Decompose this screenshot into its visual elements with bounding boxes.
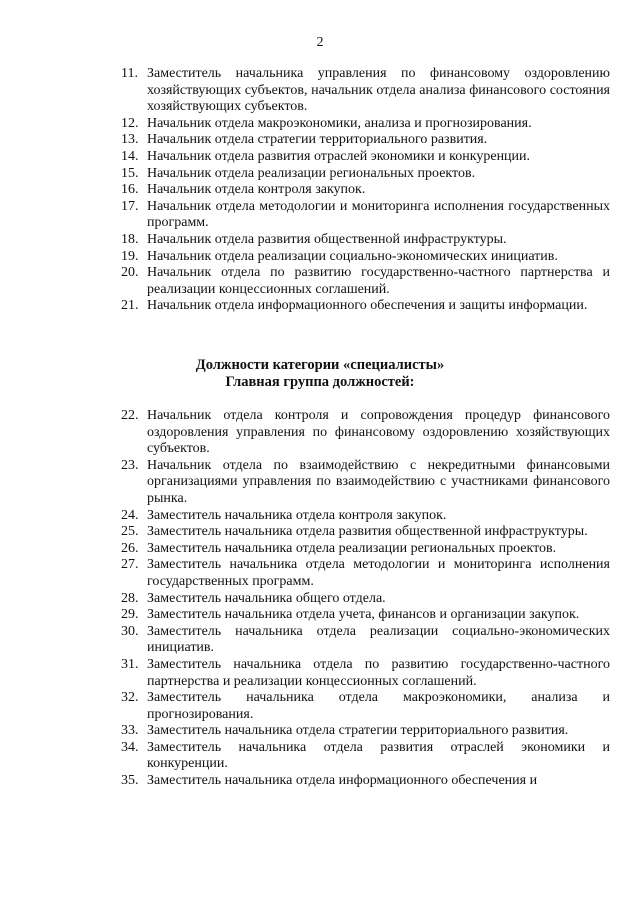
list-item: [121, 624, 610, 657]
list-item: [121, 199, 610, 232]
list-item-text: Начальник отдела методологии и мониторинга исполнения государственных программ.: [147, 198, 610, 231]
list-item-text: Заместитель начальника отдела стратегии территориального развития.: [147, 723, 569, 739]
list-item: [121, 408, 610, 458]
list-item: [121, 607, 610, 624]
list-item-number: 23.: [121, 457, 139, 473]
list-item-text: Заместитель начальника отдела учета, финансов и организации закупок.: [147, 607, 580, 623]
list-item-number: 14.: [121, 148, 139, 164]
list-item: [121, 182, 610, 199]
list-item-number: 11.: [121, 66, 138, 81]
list-item-text: Заместитель начальника общего отдела.: [147, 590, 386, 606]
list-item: [121, 132, 610, 149]
list-item-text: Заместитель начальника отдела развития отраслей экономики и конкуренции.: [147, 739, 610, 772]
list-item-text: Начальник отдела развития отраслей экономики и конкуренции.: [147, 148, 531, 164]
list-item-text: Начальник отдела развития общественной инфраструктуры.: [147, 231, 507, 247]
position-list-specialists: [121, 408, 610, 790]
list-item-number: 17.: [121, 198, 139, 214]
list-item-text: Начальник отдела реализации региональных проектов.: [147, 165, 476, 181]
list-item: [121, 657, 610, 690]
list-item-number: 16.: [121, 182, 139, 198]
list-item-text: Заместитель начальника отдела макроэкономики, анализа и прогнозирования.: [147, 690, 610, 722]
list-item-number: 24.: [121, 507, 139, 523]
list-item-text: Заместитель начальника отдела развития общественной инфраструктуры.: [147, 524, 588, 540]
list-item-number: 19.: [121, 248, 139, 264]
list-item: [121, 116, 610, 133]
list-item-number: 34.: [121, 739, 139, 755]
list-item-number: 25.: [121, 524, 139, 540]
list-item-number: 30.: [121, 623, 139, 639]
section-heading-line-2: Главная группа должностей:: [225, 374, 415, 390]
list-item-number: 32.: [121, 690, 139, 706]
list-item: [121, 66, 610, 116]
list-item: [121, 298, 610, 315]
list-item: [121, 166, 610, 183]
list-item-text: Начальник отдела стратегии территориального развития.: [147, 132, 488, 148]
list-item: [121, 690, 610, 723]
list-item-text: Начальник отдела по развитию государственно-частного партнерства и реализации концессионных соглашений.: [147, 265, 610, 297]
list-item-text: Начальник отдела информационного обеспечения и защиты информации.: [147, 298, 588, 314]
list-item-text: Заместитель начальника отдела контроля закупок.: [147, 507, 447, 523]
list-item: [121, 149, 610, 166]
list-item: [121, 740, 610, 773]
list-item: [121, 249, 610, 266]
list-item-number: 29.: [121, 607, 139, 623]
list-item-text: Заместитель начальника отдела реализации социально-экономических инициатив.: [147, 623, 610, 656]
list-item-text: Начальник отдела реализации социально-экономических инициатив.: [147, 248, 558, 264]
list-item: [121, 557, 610, 590]
page-number: 2: [316, 35, 324, 50]
section-heading-line-1: Должности категории «специалисты»: [195, 357, 445, 373]
list-item-text: Заместитель начальника отдела информационного обеспечения и: [147, 773, 538, 789]
list-item-number: 31.: [121, 656, 139, 672]
list-item-text: Заместитель начальника отдела методологии и мониторинга исполнения государственных программ.: [147, 557, 610, 589]
section-heading: [0, 357, 640, 391]
list-item: [121, 458, 610, 508]
list-item-text: Заместитель начальника управления по финансовому оздоровлению хозяйствующих субъектов, начальник отдела анализа финансового состояния хозяйствующих субъектов.: [147, 66, 610, 115]
list-item: [121, 265, 610, 298]
list-item: [121, 232, 610, 249]
list-item-number: 13.: [121, 132, 139, 148]
list-item: [121, 524, 610, 541]
list-item-text: Начальник отдела макроэкономики, анализа и прогнозирования.: [147, 115, 532, 131]
list-item-number: 18.: [121, 231, 139, 247]
list-item-text: Начальник отдела контроля и сопровождения процедур финансового оздоровления управления по финансовому оздоровлению хозяйствующих субъектов.: [147, 408, 610, 457]
list-item-number: 33.: [121, 723, 139, 739]
list-item-number: 21.: [121, 298, 139, 314]
list-item-number: 12.: [121, 115, 139, 131]
position-list-managers: [121, 66, 610, 315]
list-item: [121, 591, 610, 608]
list-item-text: Начальник отдела по взаимодействию с некредитными финансовыми организациями управления по взаимодействию с участниками финансового рынка.: [147, 457, 610, 506]
list-item-number: 15.: [121, 165, 139, 181]
list-item: [121, 541, 610, 558]
list-item-number: 22.: [121, 408, 139, 423]
list-item-number: 26.: [121, 540, 139, 556]
list-item: [121, 773, 610, 790]
list-item-text: Заместитель начальника отдела по развитию государственно-частного партнерства и реализации концессионных соглашений.: [147, 656, 610, 689]
list-item-number: 20.: [121, 265, 139, 281]
list-item-number: 27.: [121, 557, 139, 573]
list-item-text: Заместитель начальника отдела реализации региональных проектов.: [147, 540, 557, 556]
list-item-number: 35.: [121, 773, 139, 789]
list-item-number: 28.: [121, 590, 139, 606]
list-item-text: Начальник отдела контроля закупок.: [147, 182, 366, 198]
list-item: [121, 723, 610, 740]
list-item: [121, 508, 610, 525]
